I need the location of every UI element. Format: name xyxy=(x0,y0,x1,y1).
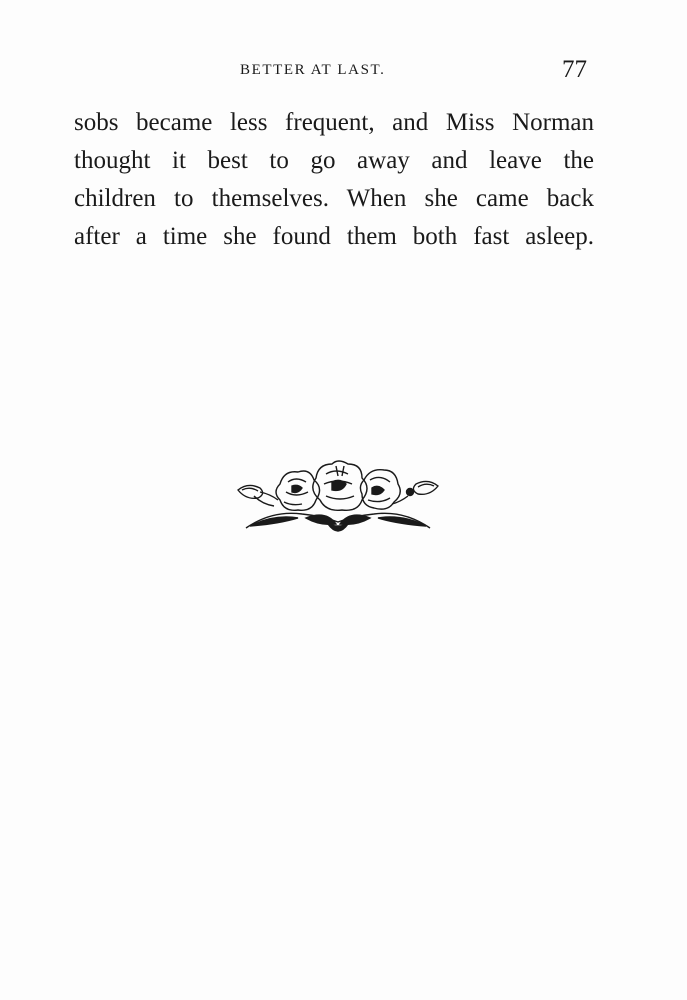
body-paragraph xyxy=(74,104,594,256)
floral-vignette-icon xyxy=(232,458,444,538)
text-line: sobs became less frequent, and Miss Norman xyxy=(74,109,594,136)
text-line: after a time she found them both fast asleep. xyxy=(74,223,594,250)
running-head-title: BETTER AT LAST. xyxy=(240,62,386,78)
text-line: thought it best to go away and leave the xyxy=(74,147,594,174)
page-number: 77 xyxy=(562,56,587,83)
text-line: children to themselves. When she came back xyxy=(74,185,594,212)
